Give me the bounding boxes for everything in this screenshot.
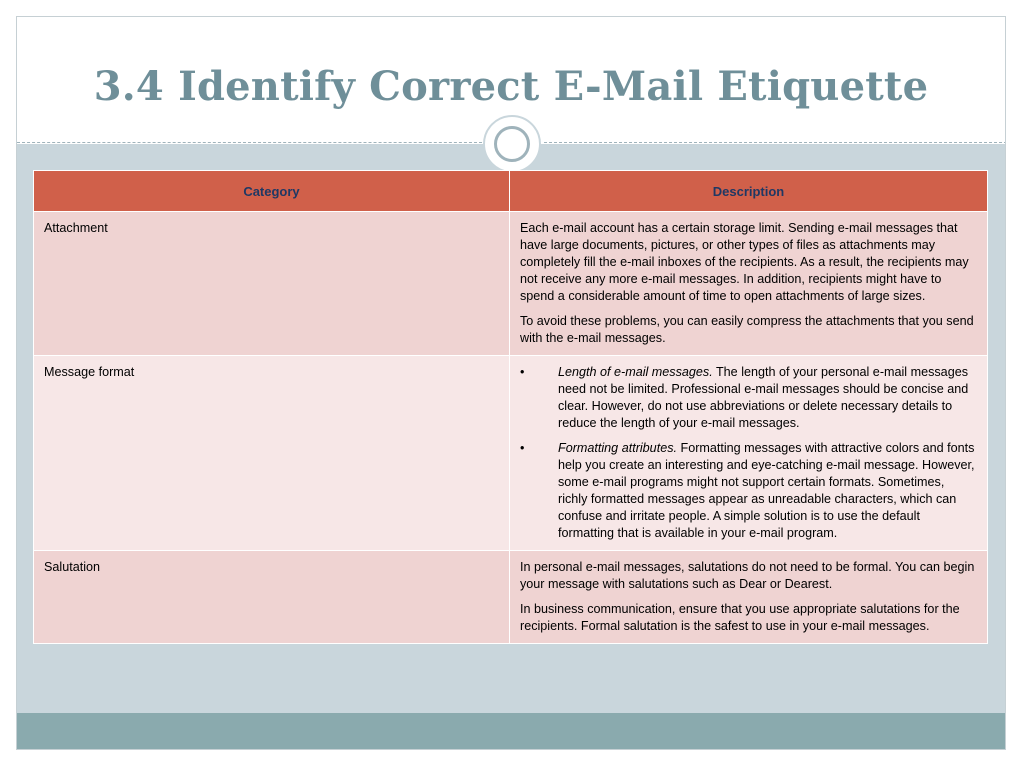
divider-right bbox=[544, 142, 1006, 143]
header-description: Description bbox=[510, 171, 988, 212]
description-cell bbox=[510, 356, 988, 551]
category-cell: Salutation bbox=[34, 551, 510, 644]
description-paragraph: In business communication, ensure that you use appropriate salutations for the recipients. Formal salutation is the safest to use in your e-mail messages. bbox=[520, 602, 960, 633]
table-row bbox=[34, 212, 988, 356]
etiquette-table bbox=[33, 170, 987, 644]
header-category: Category bbox=[34, 171, 510, 212]
circle-ornament-icon bbox=[483, 115, 541, 173]
bullet-icon: • bbox=[520, 365, 525, 379]
table-row bbox=[34, 356, 988, 551]
table bbox=[33, 170, 988, 644]
bullet-text: Formatting messages with attractive colors and fonts help you create an interesting and eye-catching e-mail message. However, some e-mail programs might not support certain formats. Sometimes, richly formatted messages appear as unreadable characters, which can confuse and irritate people. A simple solution is to use the default formatting that is available in your e-mail program. bbox=[558, 441, 975, 540]
description-cell bbox=[510, 212, 988, 356]
bullet-item bbox=[520, 364, 977, 432]
bullet-lead: Formatting attributes. bbox=[558, 441, 677, 455]
footer-bar bbox=[17, 713, 1005, 749]
divider-left bbox=[17, 142, 482, 143]
bullet-list bbox=[520, 364, 977, 542]
bullet-icon: • bbox=[520, 441, 525, 455]
category-cell: Attachment bbox=[34, 212, 510, 356]
description-cell bbox=[510, 551, 988, 644]
description-paragraph: To avoid these problems, you can easily compress the attachments that you send with the e-mail messages. bbox=[520, 314, 974, 345]
slide-title: 3.4 Identify Correct E-Mail Etiquette bbox=[93, 63, 929, 110]
slide bbox=[16, 16, 1006, 750]
bullet-item bbox=[520, 440, 977, 542]
bullet-text: The length of your personal e-mail messages need not be limited. Professional e-mail messages should be concise and clear. However, do not use abbreviations or delete necessary details to reduce the length of your e-mail messages. bbox=[558, 365, 969, 430]
table-row bbox=[34, 551, 988, 644]
circle-ornament-inner bbox=[494, 126, 530, 162]
description-paragraph: Each e-mail account has a certain storage limit. Sending e-mail messages that have large documents, pictures, or other types of files as attachments may completely fill the e-mail inboxes of the recipients. As a result, the recipients may not receive any more e-mail messages. In addition, recipients might have to spend a considerable amount of time to open attachments of large sizes. bbox=[520, 221, 969, 303]
description-paragraph: In personal e-mail messages, salutations do not need to be formal. You can begin your message with salutations such as Dear or Dearest. bbox=[520, 560, 975, 591]
bullet-lead: Length of e-mail messages. bbox=[558, 365, 713, 379]
table-header-row bbox=[34, 171, 988, 212]
category-cell: Message format bbox=[34, 356, 510, 551]
